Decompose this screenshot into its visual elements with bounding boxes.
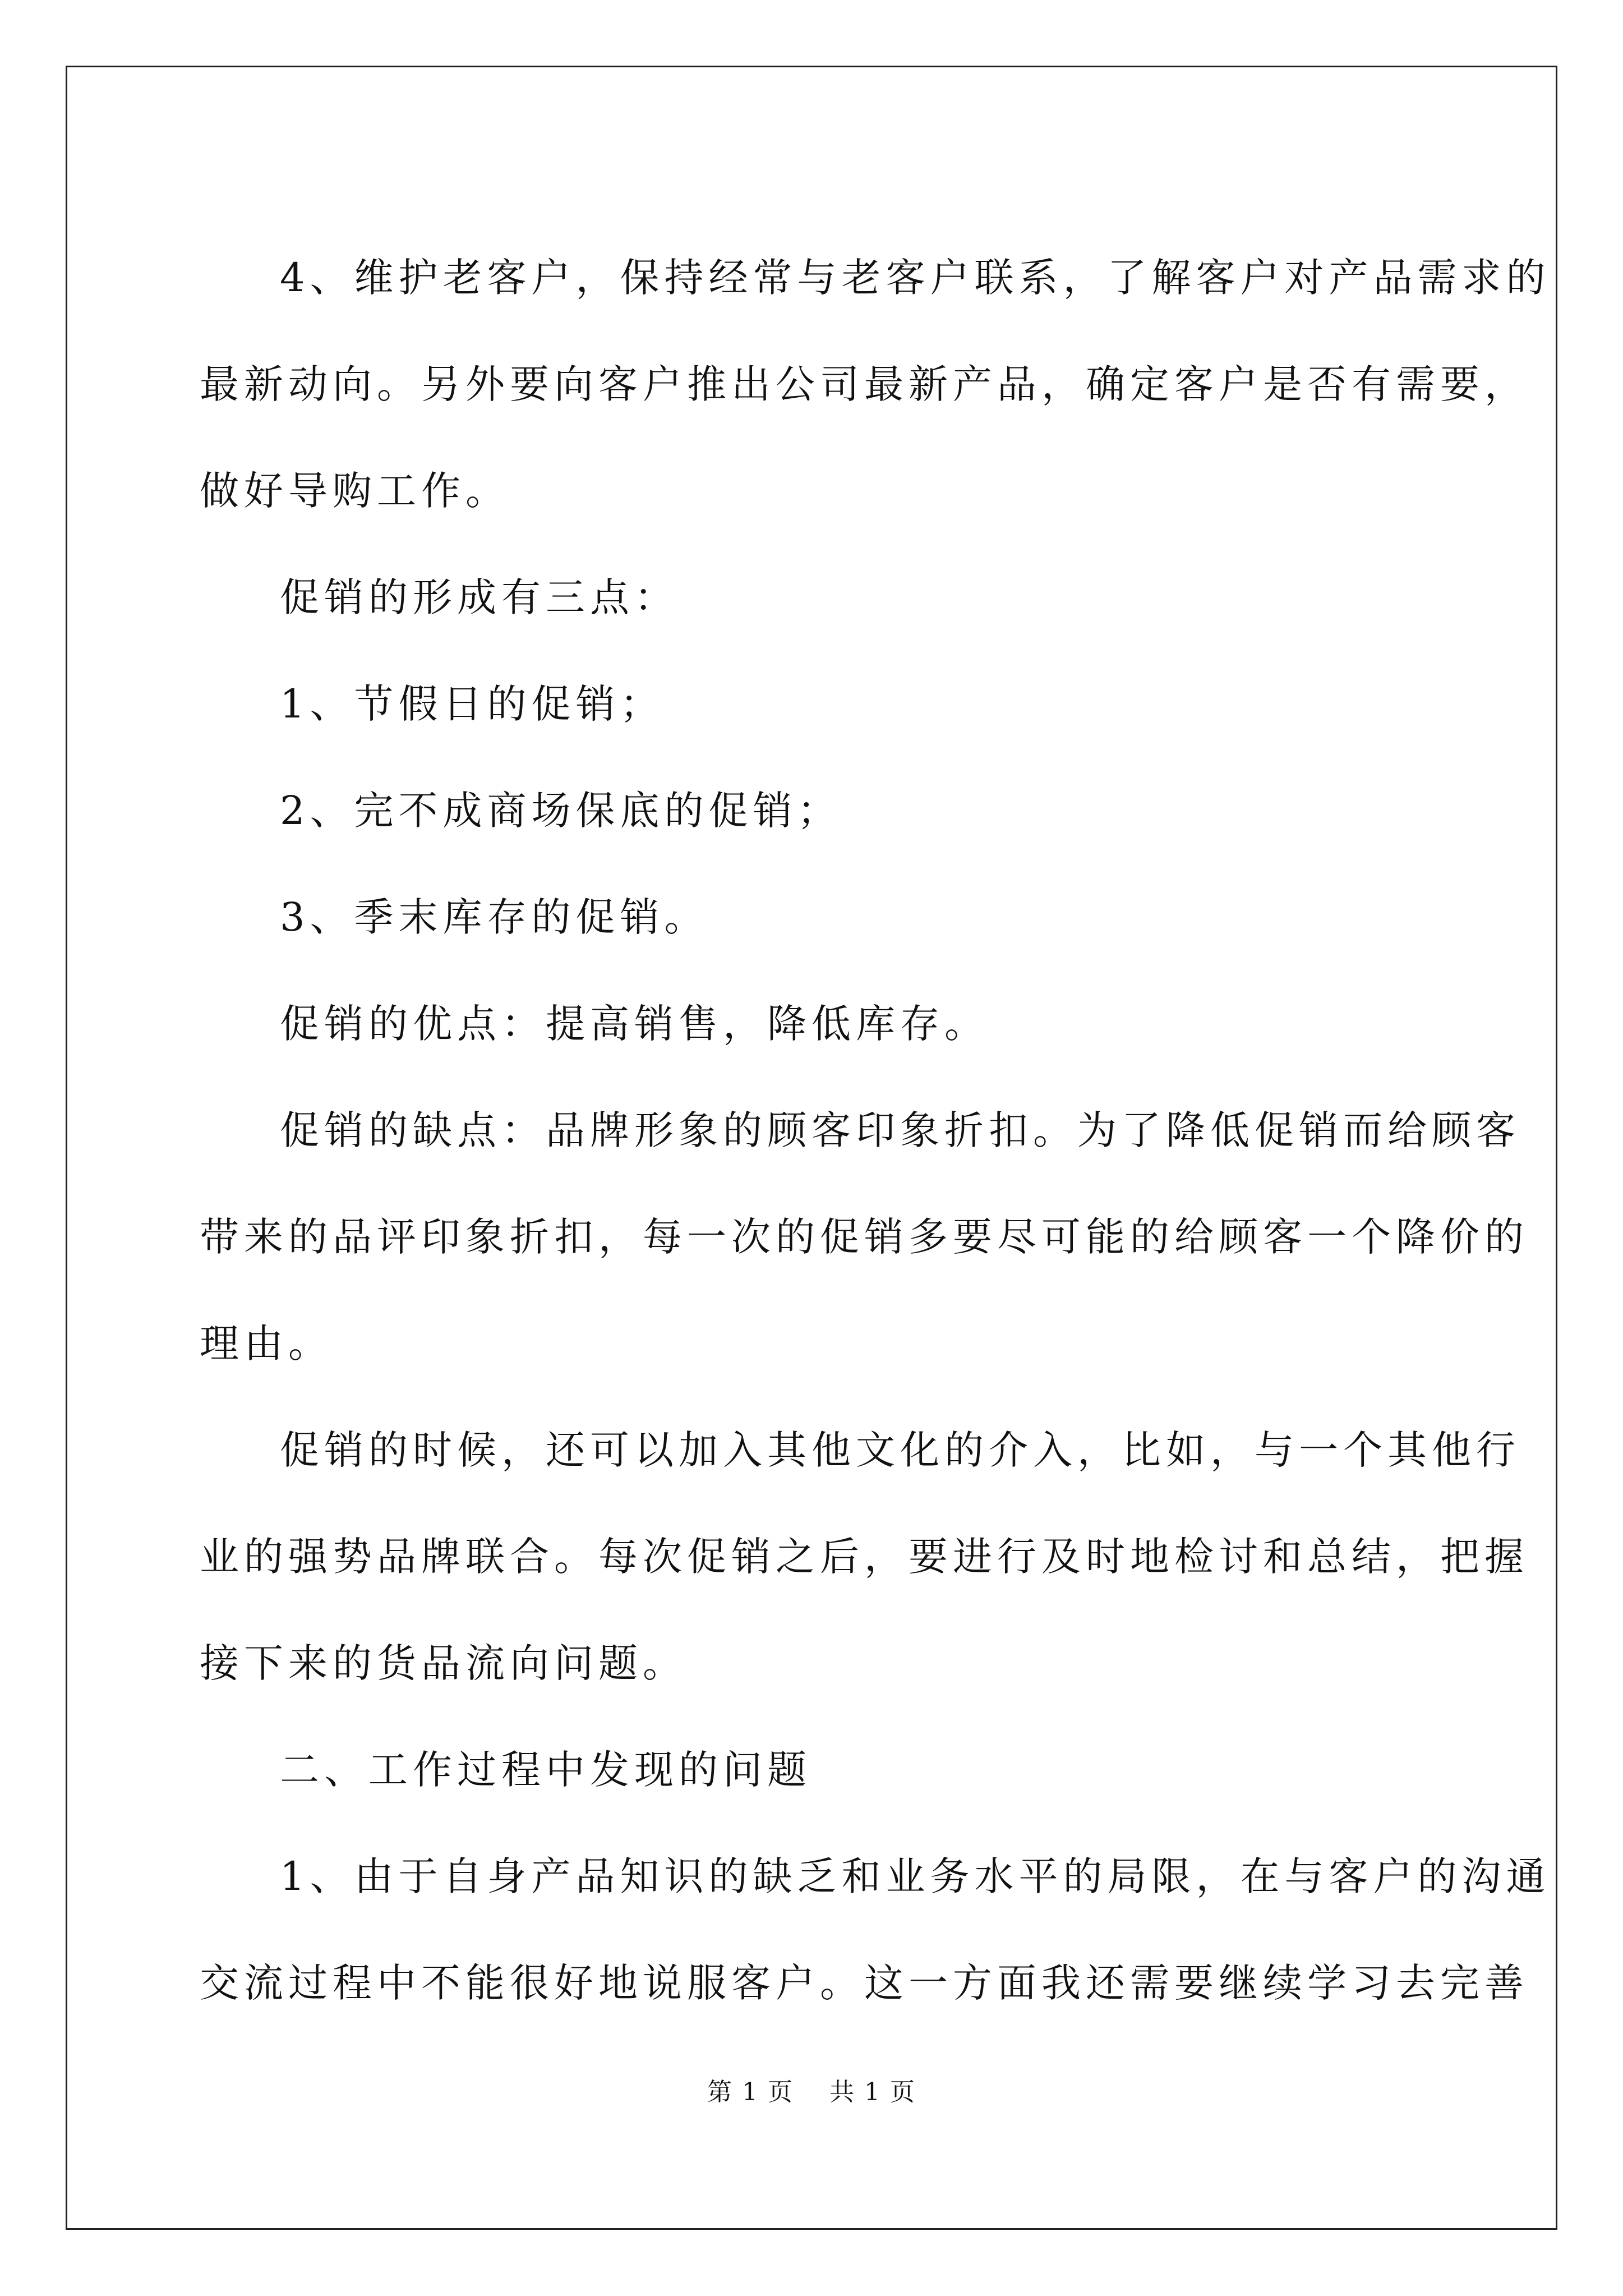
paragraph-line: 4、维护老客户，保持经常与老客户联系，了解客户对产品需求的 <box>280 255 1551 301</box>
paragraph-line: 3、季末库存的促销。 <box>280 894 709 940</box>
paragraph-line: 交流过程中不能很好地说服客户。这一方面我还需要继续学习去完善 <box>200 1960 1529 2006</box>
paragraph-line: 促销的形成有三点： <box>280 574 679 620</box>
paragraph-line: 做好导购工作。 <box>200 468 510 514</box>
page-total: 共 1 页 <box>829 2078 916 2106</box>
paragraph-line: 1、节假日的促销； <box>280 681 665 727</box>
document-body <box>200 224 1551 2036</box>
paragraph-line: 理由。 <box>200 1320 333 1366</box>
page-number: 第 1 页 <box>707 2078 794 2106</box>
section-heading: 二、工作过程中发现的问题 <box>280 1747 811 1793</box>
paragraph-line: 促销的优点：提高销售，降低库存。 <box>280 1001 989 1047</box>
paragraph-line: 接下来的货品流向问题。 <box>200 1640 687 1686</box>
paragraph-line: 促销的时候，还可以加入其他文化的介入，比如，与一个其他行 <box>280 1427 1520 1473</box>
paragraph-line: 带来的品评印象折扣，每一次的促销多要尽可能的给顾客一个降价的 <box>200 1214 1529 1260</box>
paragraph-line: 1、由于自身产品知识的缺乏和业务水平的局限，在与客户的沟通 <box>280 1853 1551 1899</box>
page-footer <box>0 2076 1623 2109</box>
paragraph-line: 促销的缺点：品牌形象的顾客印象折扣。为了降低促销而给顾客 <box>280 1107 1520 1153</box>
paragraph-line: 2、完不成商场保底的促销； <box>280 788 842 834</box>
paragraph-line: 最新动向。另外要向客户推出公司最新产品，确定客户是否有需要， <box>200 361 1529 407</box>
paragraph-line: 业的强势品牌联合。每次促销之后，要进行及时地检讨和总结，把握 <box>200 1534 1529 1580</box>
